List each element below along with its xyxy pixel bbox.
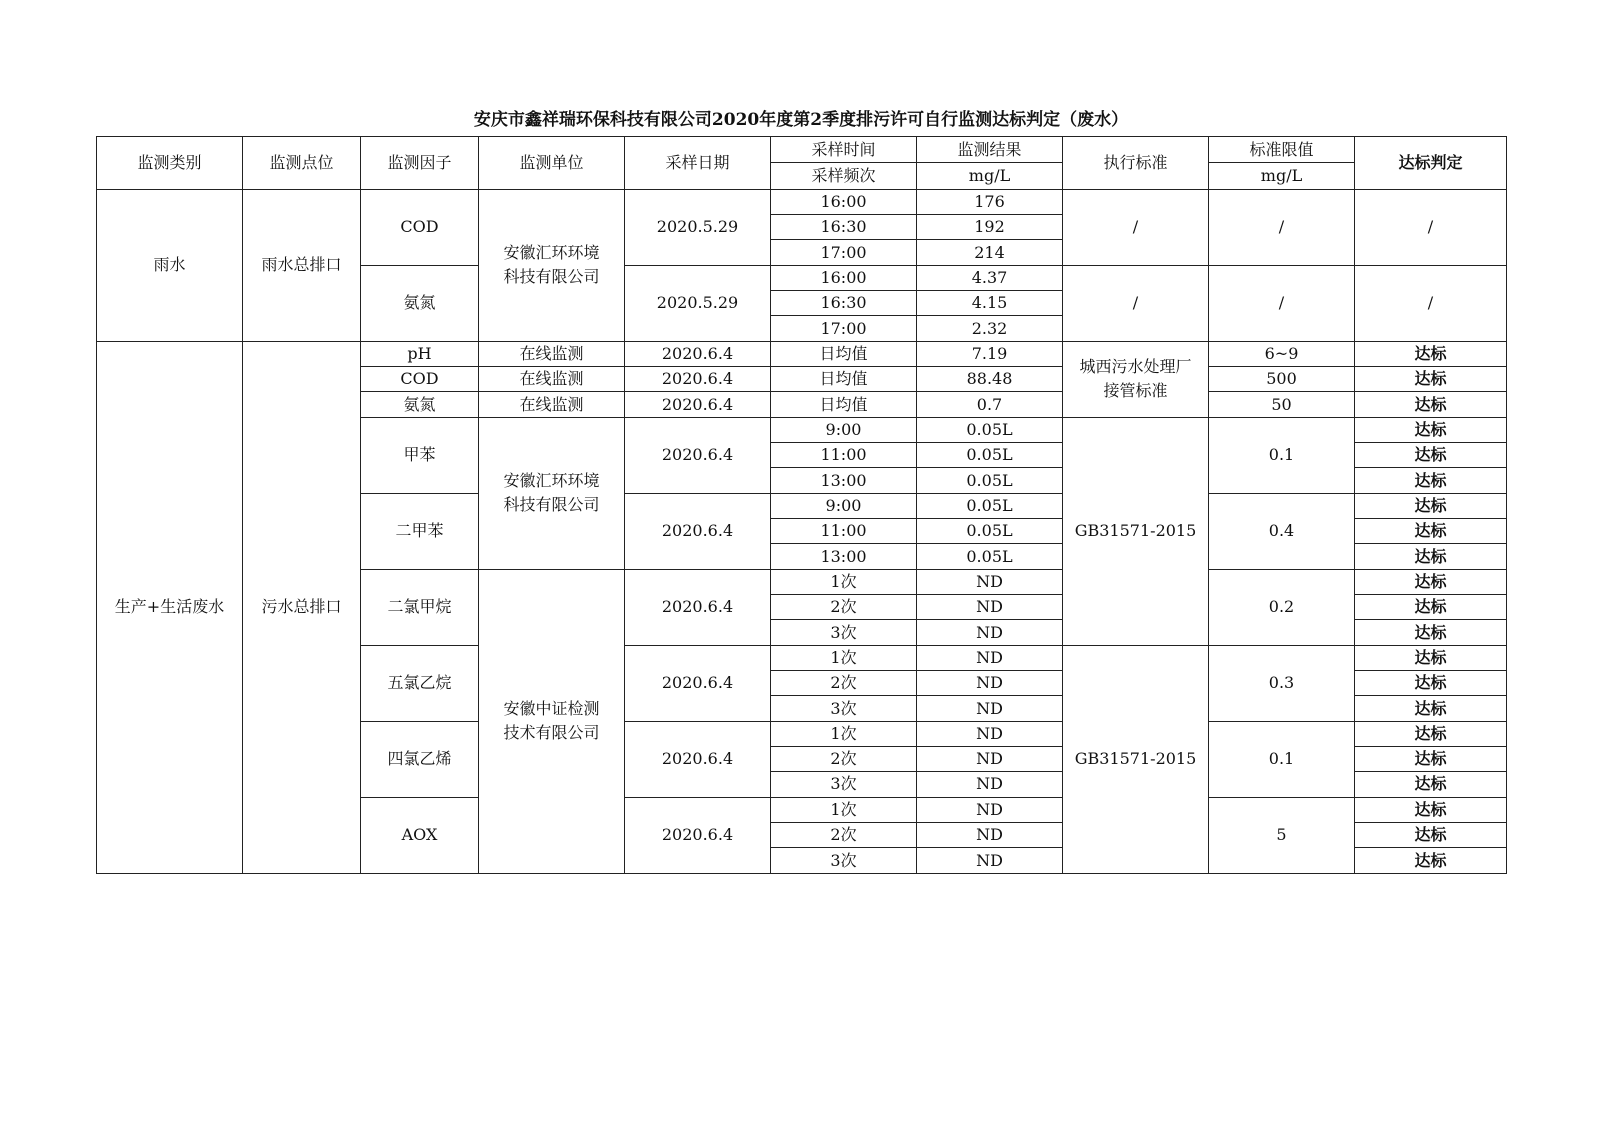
header-time-top: 采样时间 [771,137,917,163]
judge-cell: 达标 [1355,696,1507,721]
header-factor: 监测因子 [361,137,479,190]
factor-cell: 五氯乙烷 [361,645,479,721]
waste-point: 污水总排口 [243,341,361,873]
judge-cell: 达标 [1355,772,1507,797]
rain-cod-limit: / [1209,189,1355,265]
result-cell: 0.05L [917,493,1063,518]
header-unit: 监测单位 [479,137,625,190]
result-cell: ND [917,747,1063,772]
time-cell: 2次 [771,822,917,847]
limit-cell: 50 [1209,392,1355,417]
judge-cell: 达标 [1355,595,1507,620]
judge-cell: 达标 [1355,493,1507,518]
factor-cell: pH [361,341,479,366]
factor-cell: COD [361,367,479,392]
result-cell: ND [917,721,1063,746]
factor-cell: AOX [361,797,479,873]
result-cell: ND [917,645,1063,670]
rain-unit: 安徽汇环环境 科技有限公司 [479,189,625,341]
judge-cell: 达标 [1355,392,1507,417]
limit-cell: 5 [1209,797,1355,873]
page-title: 安庆市鑫祥瑞环保科技有限公司2020年度第2季度排污许可自行监测达标判定（废水） [473,110,1129,130]
result-cell: ND [917,595,1063,620]
time-cell: 9:00 [771,493,917,518]
standard-b: GB31571-2015 [1063,645,1209,873]
time-cell: 3次 [771,620,917,645]
header-limit-top: 标准限值 [1209,137,1355,163]
time-cell: 2次 [771,595,917,620]
result-cell: 0.05L [917,544,1063,569]
time-cell: 3次 [771,848,917,874]
limit-cell: 0.1 [1209,721,1355,797]
result-cell: 0.05L [917,519,1063,544]
time-cell: 1次 [771,797,917,822]
result-cell: ND [917,696,1063,721]
waste-category: 生产+生活废水 [97,341,243,873]
rain-cod-date: 2020.5.29 [625,189,771,265]
time-cell: 13:00 [771,544,917,569]
header-result-bottom: mg/L [917,163,1063,189]
result-cell: 192 [917,215,1063,240]
date-cell: 2020.6.4 [625,645,771,721]
result-cell: 7.19 [917,341,1063,366]
unit-cell: 在线监测 [479,341,625,366]
rain-cod-judge: / [1355,189,1507,265]
result-cell: 4.37 [917,265,1063,290]
date-cell: 2020.6.4 [625,341,771,366]
date-cell: 2020.6.4 [625,493,771,569]
waste-unit-a: 安徽汇环环境 科技有限公司 [479,417,625,569]
rain-nh3-date: 2020.5.29 [625,265,771,341]
judge-cell: 达标 [1355,671,1507,696]
date-cell: 2020.6.4 [625,721,771,797]
limit-cell: 0.4 [1209,493,1355,569]
header-row [97,137,1507,163]
time-cell: 1次 [771,645,917,670]
judge-cell: 达标 [1355,797,1507,822]
factor-cell: 四氯乙烯 [361,721,479,797]
time-cell: 2次 [771,671,917,696]
judge-cell: 达标 [1355,620,1507,645]
date-cell: 2020.6.4 [625,417,771,493]
judge-cell: 达标 [1355,443,1507,468]
limit-cell: 0.2 [1209,569,1355,645]
time-cell: 17:00 [771,316,917,341]
rain-nh3-factor: 氨氮 [361,265,479,341]
rain-category: 雨水 [97,189,243,341]
result-cell: 0.05L [917,468,1063,493]
time-cell: 16:30 [771,215,917,240]
rain-cod-standard: / [1063,189,1209,265]
judge-cell: 达标 [1355,569,1507,594]
time-cell: 3次 [771,772,917,797]
time-cell: 11:00 [771,443,917,468]
unit-cell: 在线监测 [479,367,625,392]
header-category: 监测类别 [97,137,243,190]
time-cell: 1次 [771,721,917,746]
header-time-bottom: 采样频次 [771,163,917,189]
monitoring-table [96,136,1507,874]
result-cell: ND [917,772,1063,797]
judge-cell: 达标 [1355,468,1507,493]
time-cell: 17:00 [771,240,917,265]
result-cell: ND [917,848,1063,874]
limit-cell: 6~9 [1209,341,1355,366]
judge-cell: 达标 [1355,544,1507,569]
limit-cell: 0.3 [1209,645,1355,721]
time-cell: 日均值 [771,392,917,417]
result-cell: 2.32 [917,316,1063,341]
judge-cell: 达标 [1355,341,1507,366]
result-cell: 0.7 [917,392,1063,417]
judge-cell: 达标 [1355,721,1507,746]
time-cell: 13:00 [771,468,917,493]
header-date: 采样日期 [625,137,771,190]
table-row [97,189,1507,214]
result-cell: 0.05L [917,417,1063,442]
rain-nh3-limit: / [1209,265,1355,341]
time-cell: 日均值 [771,367,917,392]
judge-cell: 达标 [1355,848,1507,874]
time-cell: 16:00 [771,189,917,214]
online-standard: 城西污水处理厂 接管标准 [1063,341,1209,417]
time-cell: 16:00 [771,265,917,290]
result-cell: 0.05L [917,443,1063,468]
result-cell: 214 [917,240,1063,265]
factor-cell: 二氯甲烷 [361,569,479,645]
judge-cell: 达标 [1355,519,1507,544]
factor-cell: 甲苯 [361,417,479,493]
header-point: 监测点位 [243,137,361,190]
result-cell: 88.48 [917,367,1063,392]
rain-point: 雨水总排口 [243,189,361,341]
standard-a: GB31571-2015 [1063,417,1209,645]
time-cell: 日均值 [771,341,917,366]
judge-cell: 达标 [1355,747,1507,772]
rain-cod-factor: COD [361,189,479,265]
rain-nh3-judge: / [1355,265,1507,341]
judge-cell: 达标 [1355,417,1507,442]
date-cell: 2020.6.4 [625,392,771,417]
header-standard: 执行标准 [1063,137,1209,190]
header-result-top: 监测结果 [917,137,1063,163]
result-cell: ND [917,671,1063,696]
time-cell: 16:30 [771,291,917,316]
factor-cell: 二甲苯 [361,493,479,569]
table-row [97,341,1507,366]
date-cell: 2020.6.4 [625,569,771,645]
limit-cell: 0.1 [1209,417,1355,493]
unit-cell: 在线监测 [479,392,625,417]
time-cell: 11:00 [771,519,917,544]
factor-cell: 氨氮 [361,392,479,417]
result-cell: 4.15 [917,291,1063,316]
time-cell: 2次 [771,747,917,772]
time-cell: 3次 [771,696,917,721]
result-cell: ND [917,822,1063,847]
result-cell: ND [917,797,1063,822]
date-cell: 2020.6.4 [625,367,771,392]
header-limit-bottom: mg/L [1209,163,1355,189]
judge-cell: 达标 [1355,645,1507,670]
result-cell: ND [917,620,1063,645]
time-cell: 1次 [771,569,917,594]
time-cell: 9:00 [771,417,917,442]
date-cell: 2020.6.4 [625,797,771,873]
result-cell: 176 [917,189,1063,214]
header-judge: 达标判定 [1355,137,1507,190]
judge-cell: 达标 [1355,822,1507,847]
limit-cell: 500 [1209,367,1355,392]
result-cell: ND [917,569,1063,594]
waste-unit-b: 安徽中证检测 技术有限公司 [479,569,625,873]
judge-cell: 达标 [1355,367,1507,392]
rain-nh3-standard: / [1063,265,1209,341]
